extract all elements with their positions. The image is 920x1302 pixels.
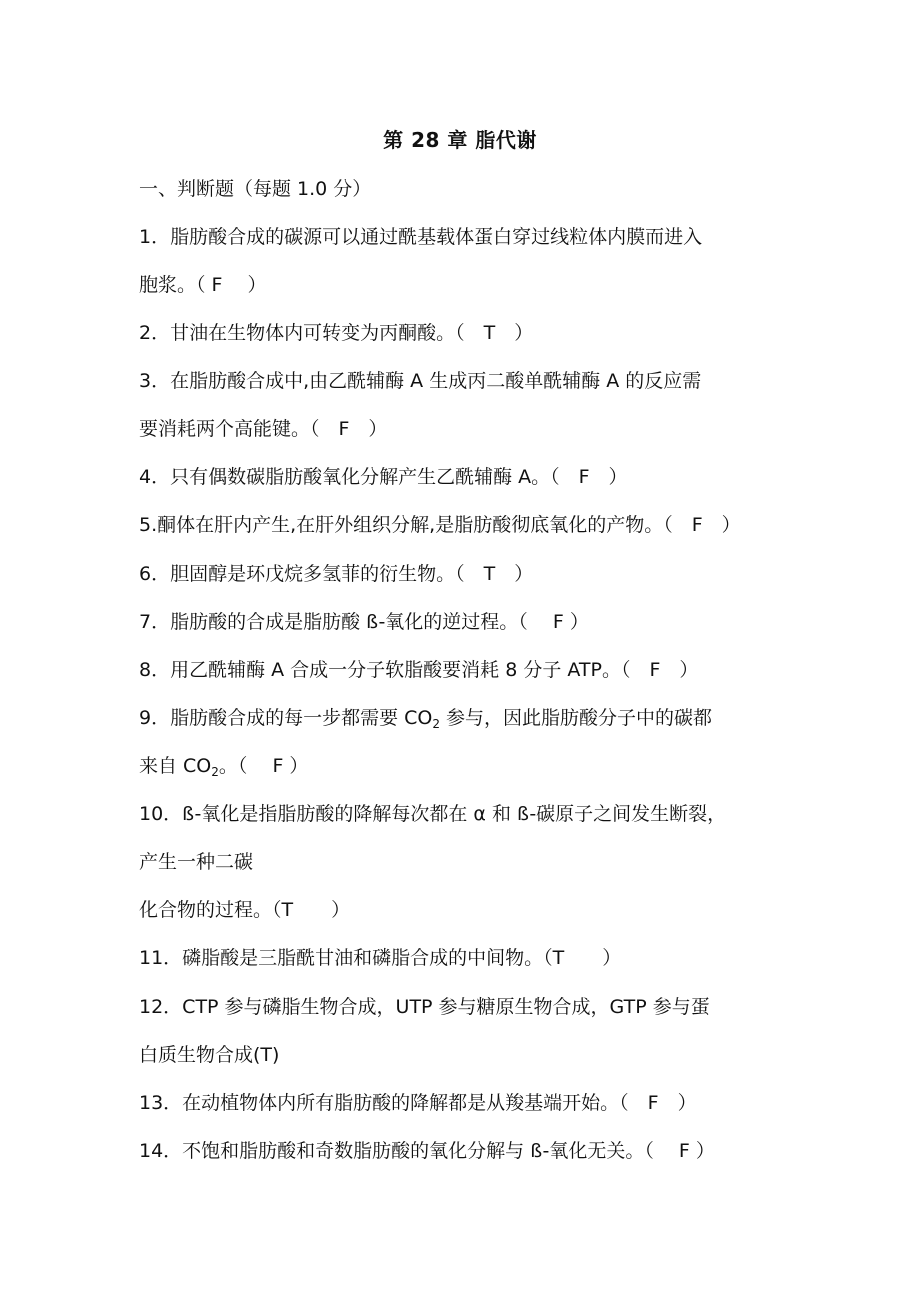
question-9-line-2: [139, 752, 308, 780]
question-8: 8．用乙酰辅酶 A 合成一分子软脂酸要消耗 8 分子 ATP。（ F ）: [139, 659, 699, 681]
question-14: 14．不饱和脂肪酸和奇数脂肪酸的氧化分解与 ß-氧化无关。（ F ）: [139, 1140, 715, 1162]
question-1-line-2: 胞浆。（ F ）: [139, 274, 267, 296]
question-10-line-1: 10．ß-氧化是指脂肪酸的降解每次都在 α 和 ß-碳原子之间发生断裂，: [139, 803, 727, 825]
chapter-title: 第 28 章 脂代谢: [383, 128, 537, 152]
question-3-line-1: 3．在脂肪酸合成中,由乙酰辅酶 A 生成丙二酸单酰辅酶 A 的反应需: [139, 370, 702, 392]
question-9-text-a: 9．脂肪酸合成的每一步都需要 CO: [139, 707, 433, 729]
question-9-line-1: [139, 704, 712, 732]
question-9-text-c: 来自 CO: [139, 755, 212, 777]
question-10-line-2: 产生一种二碳: [139, 851, 254, 873]
question-11: 11．磷脂酸是三脂酰甘油和磷脂合成的中间物。（T ）: [139, 947, 622, 969]
question-10-line-3: 化合物的过程。（T ）: [139, 899, 351, 921]
question-9-text-d: 。（ F ）: [218, 755, 309, 777]
question-9-text-b: 参与，因此脂肪酸分子中的碳都: [440, 707, 713, 729]
question-5: 5.酮体在肝内产生,在肝外组织分解,是脂肪酸彻底氧化的产物。（ F ）: [139, 514, 741, 536]
question-12-line-1: 12．CTP 参与磷脂生物合成，UTP 参与糖原生物合成，GTP 参与蛋: [139, 996, 710, 1018]
section-heading: 一、判断题（每题 1.0 分）: [139, 178, 372, 200]
question-1-line-1: 1．脂肪酸合成的碳源可以通过酰基载体蛋白穿过线粒体内膜而进入: [139, 226, 703, 248]
question-12-line-2: 白质生物合成(T): [139, 1044, 280, 1066]
question-2: 2．甘油在生物体内可转变为丙酮酸。（ T ）: [139, 322, 534, 344]
question-7: 7．脂肪酸的合成是脂肪酸 ß-氧化的逆过程。（ F ）: [139, 611, 589, 633]
question-3-line-2: 要消耗两个高能键。（ F ）: [139, 418, 388, 440]
question-6: 6．胆固醇是环戊烷多氢菲的衍生物。（ T ）: [139, 563, 534, 585]
co2-subscript: 2: [432, 717, 440, 731]
question-4: 4．只有偶数碳脂肪酸氧化分解产生乙酰辅酶 A。（ F ）: [139, 466, 628, 488]
co2-subscript: 2: [211, 765, 219, 779]
question-13: 13．在动植物体内所有脂肪酸的降解都是从羧基端开始。（ F ）: [139, 1092, 697, 1114]
